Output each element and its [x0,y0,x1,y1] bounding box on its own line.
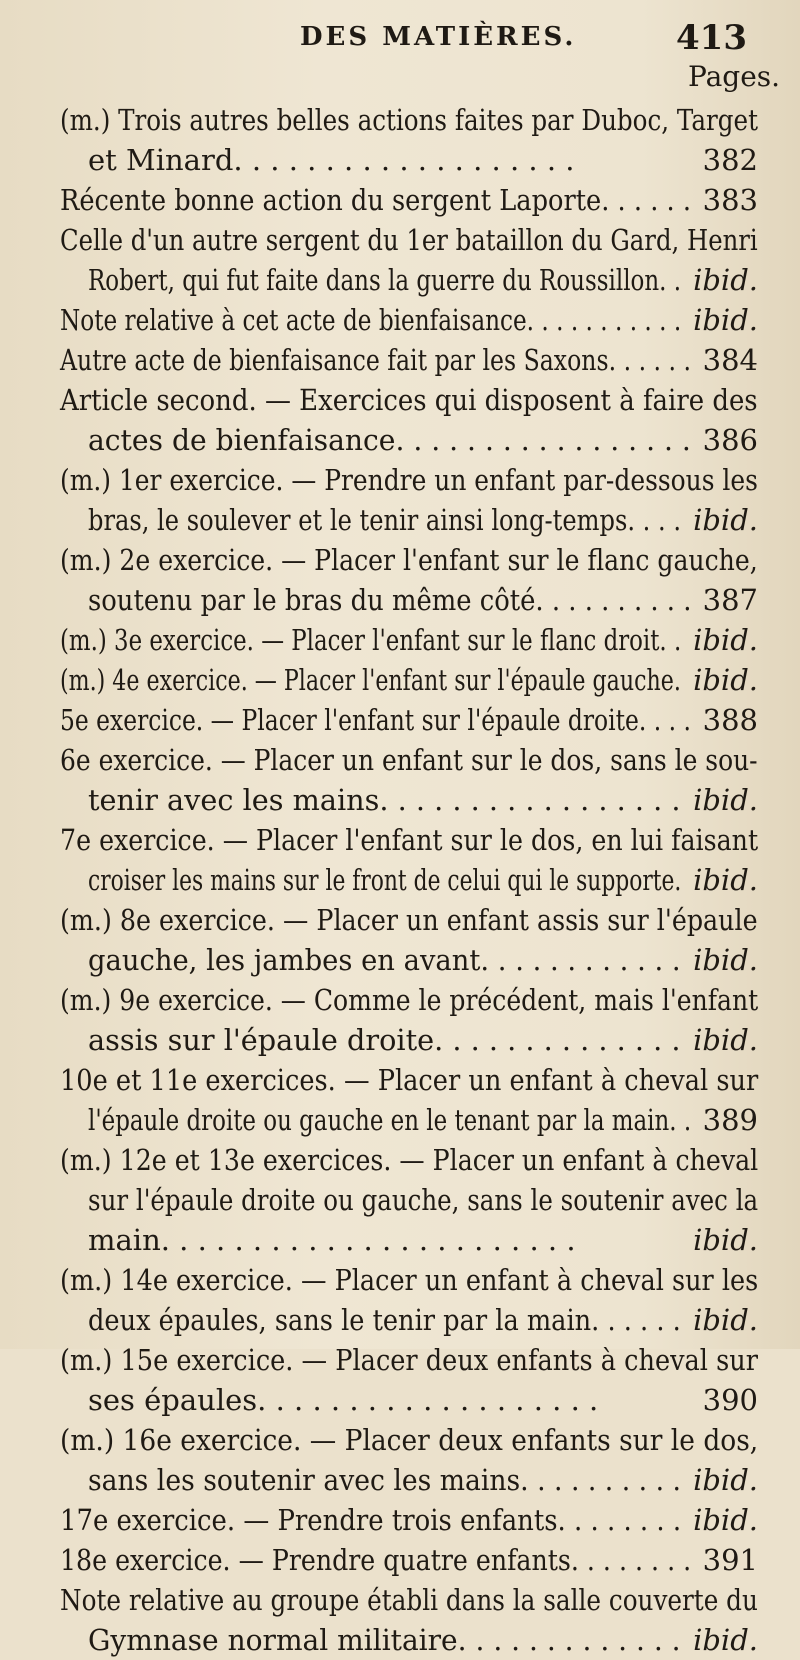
toc-entry-page: 386 [702,423,758,457]
toc-entry-page: 387 [702,583,758,617]
toc-entry-page: ibid. [693,663,758,697]
toc-entry-text: actes de bienfaisance. . . . . . . . . . . . . . . . . [88,423,691,457]
toc-entry-text: bras, le soulever et le tenir ainsi long-temps. . . . [88,503,681,537]
toc-entry-page: 383 [702,183,758,217]
toc-entry [0,220,800,260]
toc-entry-page: ibid. [693,783,758,817]
toc-entry [0,140,800,180]
toc-entry-text: 17e exercice. — Prendre trois enfants. . . . . . . . [60,1503,682,1537]
toc-entry [0,1020,800,1060]
toc-entry-text: Gymnase normal militaire. . . . . . . . . . . . . [88,1623,681,1657]
toc-entry [0,900,800,940]
toc-entry-page: ibid. [693,1223,758,1257]
toc-entry [0,1580,800,1620]
toc-entry-page: ibid. [693,1023,758,1057]
toc-entry-page: 391 [702,1543,758,1577]
page-header [0,18,800,58]
toc-entry [0,1140,800,1180]
toc-entry-text: croiser les mains sur le front de celui qui le supporte. [88,863,682,897]
toc-entry [0,980,800,1020]
toc-entry-text: (m.) 1er exercice. — Prendre un enfant par-dessous les [60,463,758,497]
toc-entry-text: 7e exercice. — Placer l'enfant sur le dos, en lui faisant [60,823,759,857]
toc-entry-text: (m.) 14e exercice. — Placer un enfant à cheval sur les [60,1263,759,1297]
toc-entry-text: 6e exercice. — Placer un enfant sur le dos, sans le sou- [60,743,758,777]
toc-entry [0,1300,800,1340]
toc-entry-text: Récente bonne action du sergent Laporte. . . . . . [60,183,691,217]
toc-entry-text: Note relative à cet acte de bienfaisance. . . . . . . . . . . [60,303,682,337]
toc-entry-text: Article second. — Exercices qui disposent à faire des [60,383,758,417]
toc-entry [0,660,800,700]
toc-entry-text: Robert, qui fut faite dans la guerre du Roussillon. . [88,263,682,297]
toc-entry-text: ses épaules. . . . . . . . . . . . . . . . . . . [88,1383,599,1417]
toc-entry [0,300,800,340]
toc-entry-text: l'épaule droite ou gauche en le tenant par la main. . [88,1103,692,1137]
toc-entry-text: (m.) 16e exercice. — Placer deux enfants sur le dos, [60,1423,759,1457]
toc-entry [0,780,800,820]
toc-entry-text: et Minard. . . . . . . . . . . . . . . . . . . [88,143,575,177]
toc-entry [0,860,800,900]
toc-entry [0,180,800,220]
toc-entry [0,940,800,980]
toc-entry [0,1460,800,1500]
toc-entry-page: ibid. [693,1303,758,1337]
toc-entry [0,1420,800,1460]
toc-entry [0,260,800,300]
toc-entry-text: (m.) Trois autres belles actions faites par Duboc, Target [60,103,758,137]
toc-entry-page: ibid. [693,303,758,337]
toc-entry-page: ibid. [693,263,758,297]
toc-entry [0,1620,800,1660]
toc-entry-text: 18e exercice. — Prendre quatre enfants. . . . . . . . [60,1543,692,1577]
toc-entry [0,1380,800,1420]
toc-entry-text: (m.) 3e exercice. — Placer l'enfant sur le flanc droit. . [60,623,682,657]
toc-entry-text: 5e exercice. — Placer l'enfant sur l'épaule droite. . . . [60,703,691,737]
toc-entry-text: (m.) 15e exercice. — Placer deux enfants à cheval sur [60,1343,758,1377]
toc-entry-page: 388 [702,703,758,737]
toc-entry [0,620,800,660]
toc-entry [0,1180,800,1220]
toc-entry-page: ibid. [693,503,758,537]
toc-entry-text: deux épaules, sans le tenir par la main. . . . . . [88,1303,681,1337]
toc-entry-text: Autre acte de bienfaisance fait par les Saxons. . . . . . [60,343,692,377]
toc-entry-text: Note relative au groupe établi dans la salle couverte du [60,1583,758,1617]
toc-entry [0,700,800,740]
toc-entry-text: sans les soutenir avec les mains. . . . . . . . . . [88,1463,681,1497]
toc-entry-page: 384 [702,343,758,377]
toc-entry [0,1540,800,1580]
toc-entry-text: sur l'épaule droite ou gauche, sans le soutenir avec la [88,1183,759,1217]
toc-entry-page: ibid. [693,1623,758,1657]
toc-entry [0,540,800,580]
toc-entry [0,500,800,540]
toc-entry-text: (m.) 9e exercice. — Comme le précédent, mais l'enfant [60,983,759,1017]
toc-entry [0,1060,800,1100]
pages-column-label: Pages. [688,60,781,93]
toc-entry-text: (m.) 8e exercice. — Placer un enfant assis sur l'épaule [60,903,758,937]
toc-entry-text: (m.) 2e exercice. — Placer l'enfant sur le flanc gauche, [60,543,758,577]
toc-entry-page: 389 [702,1103,758,1137]
toc-entry-text: tenir avec les mains. . . . . . . . . . . . . . . . . [88,783,681,817]
page-number: 413 [676,18,747,58]
toc-entry-page: ibid. [693,1503,758,1537]
toc-entry [0,340,800,380]
toc-entry-text: Celle d'un autre sergent du 1er bataillon du Gard, Henri [60,223,758,257]
toc-entry-text: main. . . . . . . . . . . . . . . . . . . . . . . [88,1223,576,1257]
toc-entry [0,580,800,620]
toc-entry [0,100,800,140]
toc-entry [0,1500,800,1540]
toc-entry [0,740,800,780]
toc-entry-page: 382 [702,143,758,177]
toc-entry [0,1340,800,1380]
toc-entry [0,460,800,500]
toc-entry [0,1100,800,1140]
toc-entry [0,380,800,420]
toc-entry-text: (m.) 12e et 13e exercices. — Placer un enfant à cheval [60,1143,759,1177]
toc-entry-text: (m.) 4e exercice. — Placer l'enfant sur l'épaule gauche. [60,663,681,697]
toc-entry-page: ibid. [693,1463,758,1497]
toc-entry-page: ibid. [693,943,758,977]
toc-entry-text: soutenu par le bras du même côté. . . . . . . . . . [88,583,692,617]
toc-entry [0,820,800,860]
table-of-contents [0,100,800,1660]
toc-entry [0,420,800,460]
toc-entry [0,1260,800,1300]
toc-entry [0,1220,800,1260]
toc-entry-text: 10e et 11e exercices. — Placer un enfant à cheval sur [60,1063,759,1097]
toc-entry-text: assis sur l'épaule droite. . . . . . . . . . . . . . [88,1023,681,1057]
toc-entry-text: gauche, les jambes en avant. . . . . . . . . . . . [88,943,681,977]
toc-entry-page: ibid. [693,863,758,897]
toc-entry-page: 390 [702,1383,758,1417]
toc-entry-page: ibid. [693,623,758,657]
running-title: DES MATIÈRES. [300,22,577,52]
